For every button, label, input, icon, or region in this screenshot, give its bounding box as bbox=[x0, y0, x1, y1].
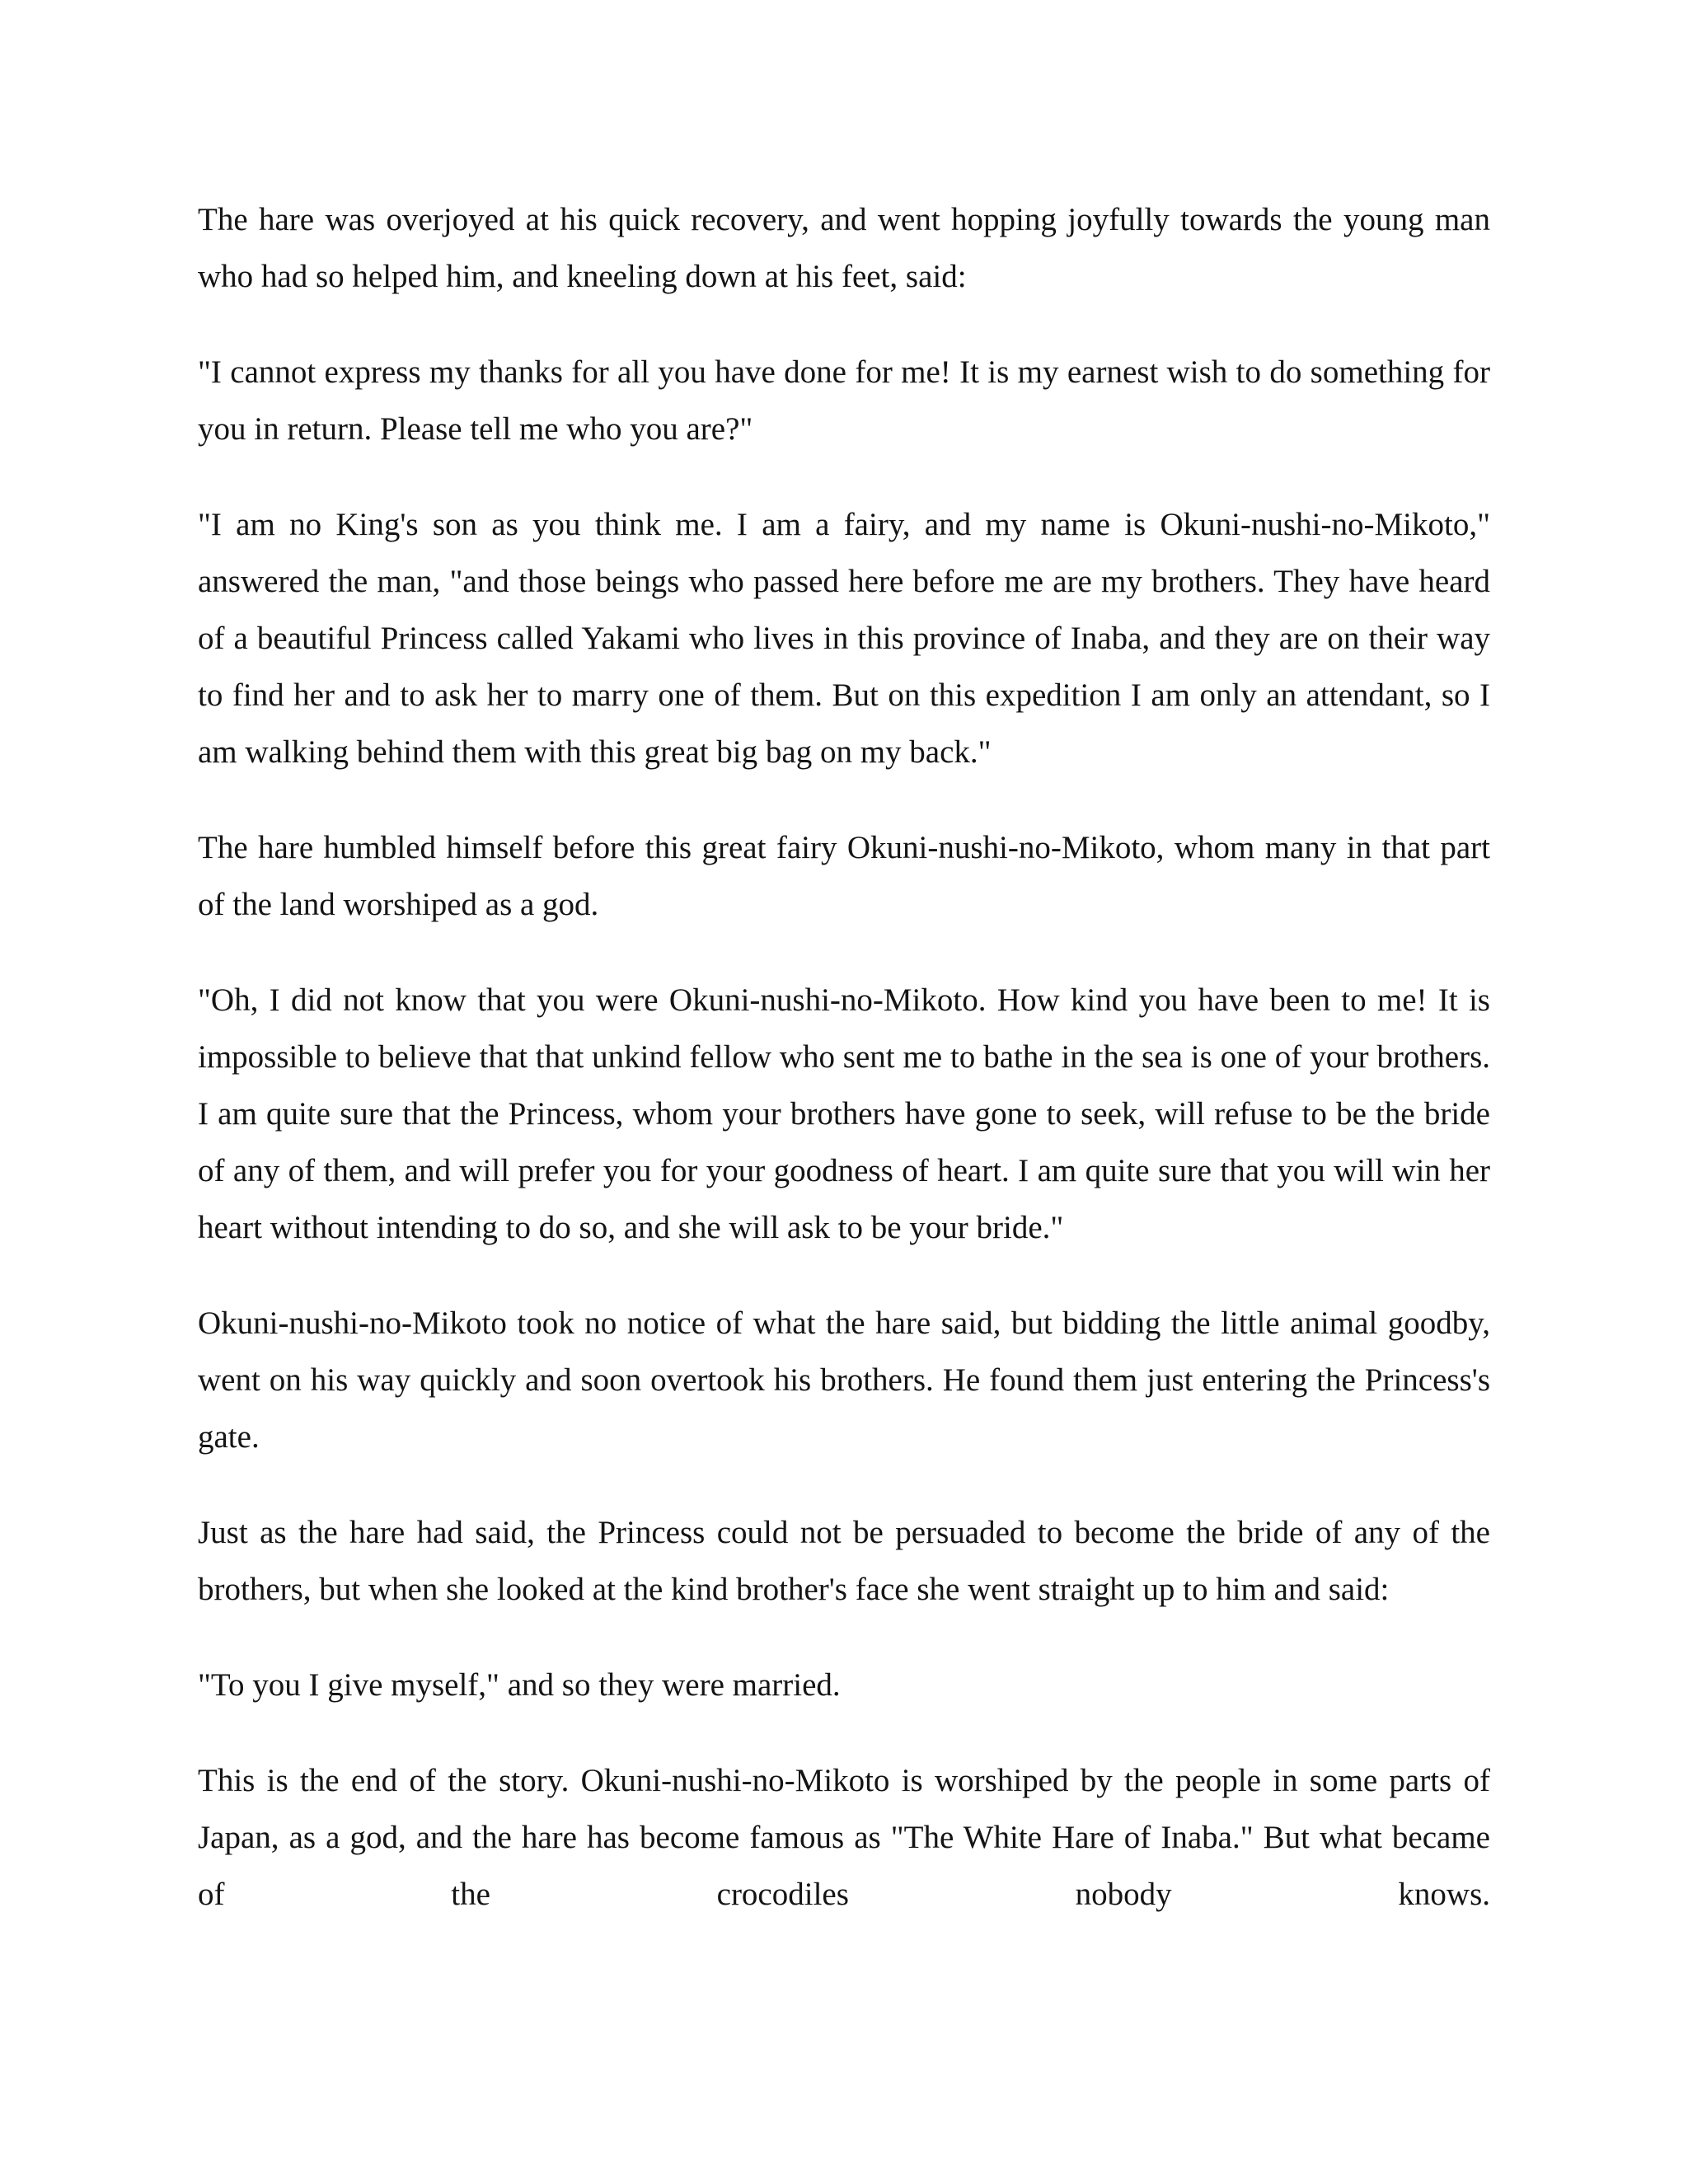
paragraph-hare-humbled: The hare humbled himself before this great fairy Okuni-nushi-no-Mikoto, whom many in that part of the land worshiped as a god. bbox=[198, 830, 1490, 922]
paragraph-hare-recovery: The hare was overjoyed at his quick recovery, and went hopping joyfully towards the young man who had so helped him, and kneeling down at his feet, said: bbox=[198, 202, 1490, 294]
paragraph-princess-choice: Just as the hare had said, the Princess could not be persuaded to become the bride of any of the brothers, but when she looked at the kind brother's face she went straight up to him and said: bbox=[198, 1515, 1490, 1607]
paragraph-okuni-departs: Okuni-nushi-no-Mikoto took no notice of what the hare said, but bidding the little animal goodby, went on his way quickly and soon overtook his brothers. He found them just entering the Princess's gate. bbox=[198, 1305, 1490, 1455]
paragraph-marriage: "To you I give myself," and so they were married. bbox=[198, 1667, 841, 1703]
paragraph-hare-prediction: "Oh, I did not know that you were Okuni-nushi-no-Mikoto. How kind you have been to me! It is impossible to believe that that unkind fellow who sent me to bathe in the sea is one of your brothers. I am quite sure that the Princess, whom your brothers have gone to seek, will refuse to be the bride of any of them, and will prefer you for your goodness of heart. I am quite sure that you will win her heart without intending to do so, and she will ask to be your bride." bbox=[198, 982, 1490, 1245]
paragraph-hare-thanks: "I cannot express my thanks for all you have done for me! It is my earnest wish to do something for you in return. Please tell me who you are?" bbox=[198, 354, 1490, 447]
story-text bbox=[198, 191, 1490, 1923]
paragraph-story-end: This is the end of the story. Okuni-nushi-no-Mikoto is worshiped by the people in some parts of Japan, as a god, and the hare has become famous as "The White Hare of Inaba." But what became of the crocodiles nobody knows. bbox=[198, 1763, 1490, 1912]
paragraph-okuni-introduction: "I am no King's son as you think me. I am a fairy, and my name is Okuni-nushi-no-Mikoto," answered the man, "and those beings who passed here before me are my brothers. They have heard of a beautiful Princess called Yakami who lives in this province of Inaba, and they are on their way to find her and to ask her to marry one of them. But on this expedition I am only an attendant, so I am walking behind them with this great big bag on my back." bbox=[198, 507, 1490, 770]
